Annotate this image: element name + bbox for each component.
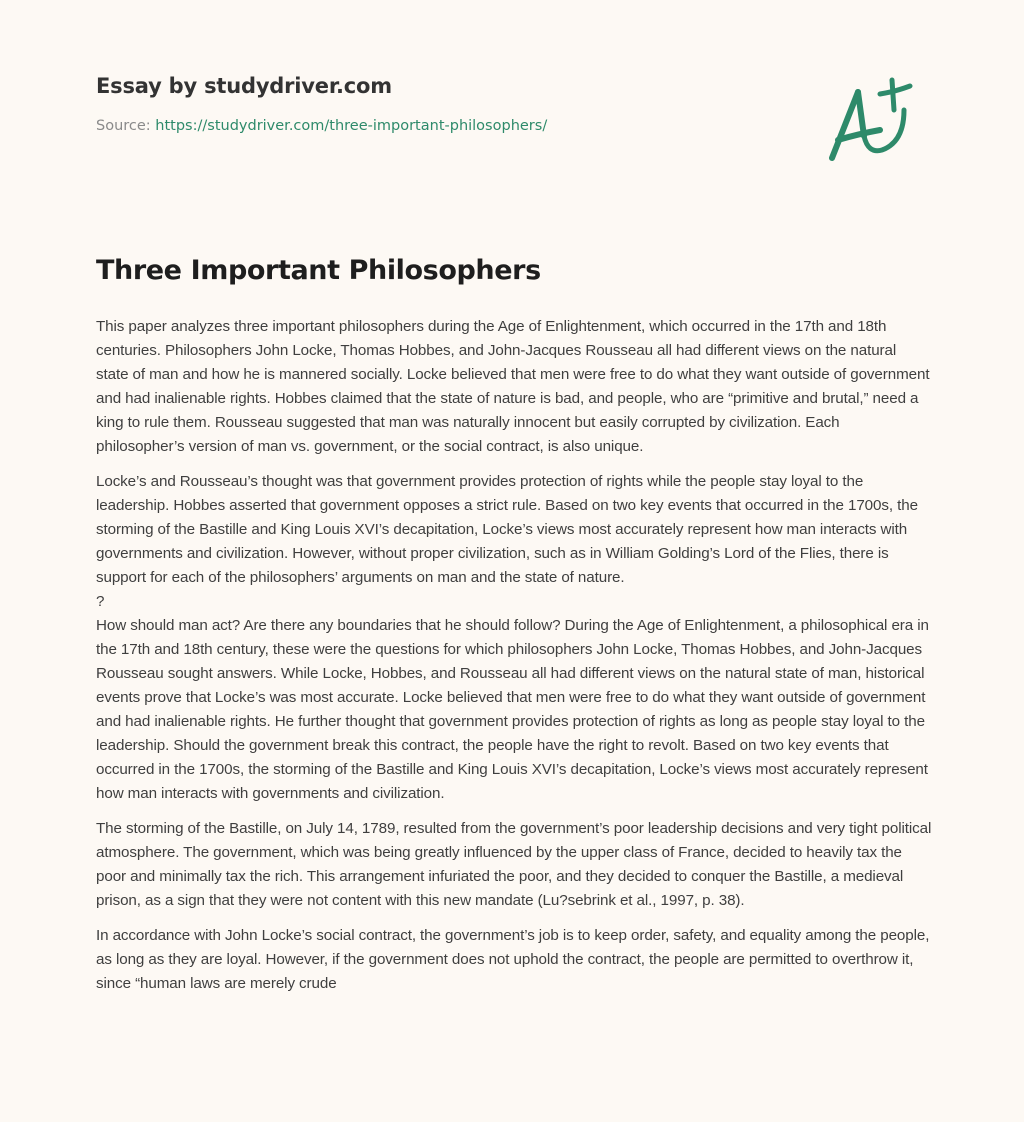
essay-body [96, 315, 932, 1007]
source-line [96, 118, 796, 134]
document-title: Three Important Philosophers [96, 255, 541, 286]
essay-paragraph: The storming of the Bastille, on July 14, 1789, resulted from the government’s poor leadership decisions and very tight political atmosphere. The government, which was being greatly influenced by the upper class of France, decided to heavily tax the poor and minimally tax the rich. This arrangement infuriated the poor, and they decided to conquer the Bastille, a medieval prison, as a sign that they were not content with this new mandate (Lu?sebrink et al., 1997, p. 38). [96, 820, 932, 909]
essay-paragraph: How should man act? Are there any boundaries that he should follow? During the Age of Enlightenment, a philosophical era in the 17th and 18th century, these were the questions for which philosophers John Locke, Thomas Hobbes, and John-Jacques Rousseau sought answers. While Locke, Hobbes, and Rousseau all had different views on the natural state of man, historical events prove that Locke’s was most accurate. Locke believed that men were free to do what they want outside of government and had inalienable rights. He further thought that government provides protection of rights as long as people stay loyal to the leadership. Should the government break this contract, the people have the right to revolt. Based on two key events that occurred in the 1700s, the storming of the Bastille and King Louis XVI’s decapitation, Locke’s views most accurately represent how man interacts with governments and civilization. [96, 617, 929, 802]
essay-paragraph-marker: ? [96, 593, 105, 610]
page-header [96, 74, 796, 134]
source-link[interactable]: https://studydriver.com/three-important-philosophers/ [155, 118, 548, 134]
essay-paragraph: This paper analyzes three important philosophers during the Age of Enlightenment, which occurred in the 17th and 18th centuries. Philosophers John Locke, Thomas Hobbes, and John-Jacques Rousseau all had different views on the natural state of man and how he is mannered socially. Locke believed that men were free to do what they want outside of government and had inalienable rights. Hobbes claimed that the state of nature is bad, and people, who are “primitive and brutal,” need a king to rule them. Rousseau suggested that man was naturally innocent but easily corrupted by civilization. Each philosopher’s version of man vs. government, or the social contract, is also unique. [96, 318, 930, 455]
a-plus-grade-icon [820, 62, 930, 172]
essay-paragraph: In accordance with John Locke’s social contract, the government’s job is to keep order, safety, and equality among the people, as long as they are loyal. However, if the government does not uphold the contract, the people are permitted to overthrow it, since “human laws are merely crude [96, 927, 930, 992]
source-label: Source: [96, 118, 156, 134]
essay-paragraph: Locke’s and Rousseau’s thought was that government provides protection of rights while the people stay loyal to the leadership. Hobbes asserted that government opposes a strict rule. Based on two key events that occurred in the 1700s, the storming of the Bastille and King Louis XVI’s decapitation, Locke’s views most accurately represent how man interacts with governments and civilization. However, without proper civilization, such as in William Golding’s Lord of the Flies, there is support for each of the philosophers’ arguments on man and the state of nature. [96, 473, 918, 586]
site-title: Essay by studydriver.com [96, 74, 392, 98]
